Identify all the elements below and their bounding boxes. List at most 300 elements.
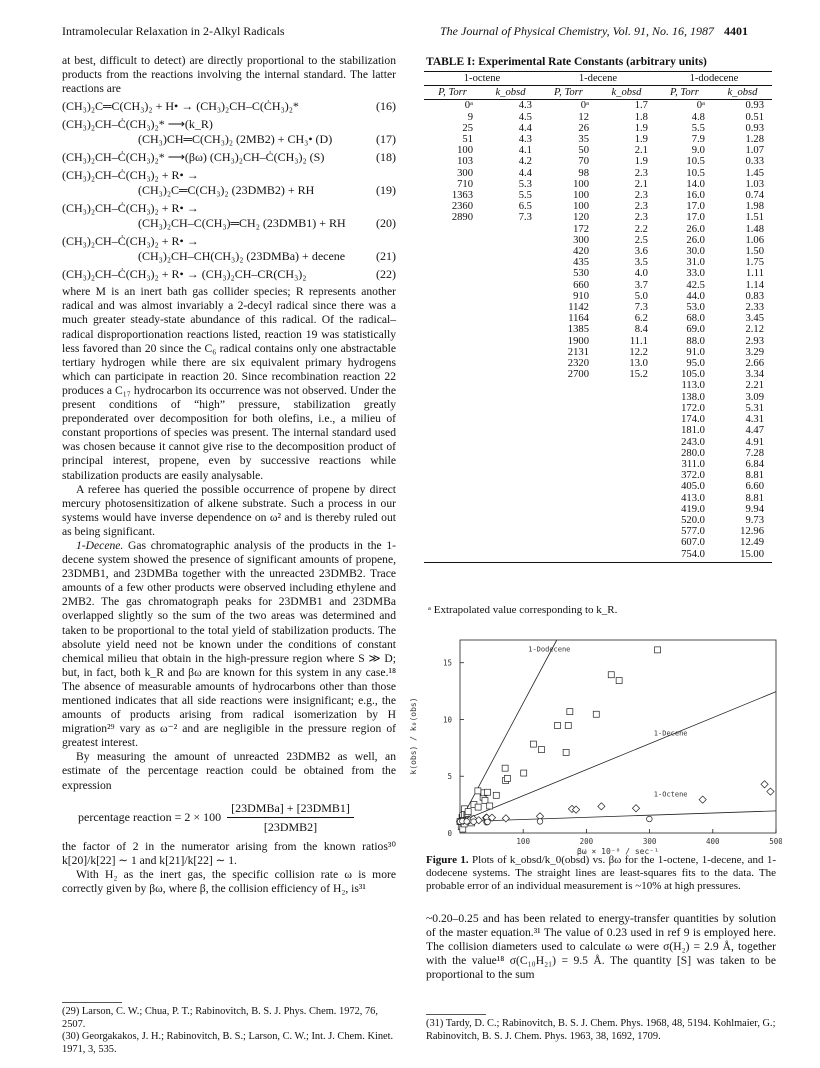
table-cell: 4.3 (518, 100, 532, 112)
equation-number: (18) (376, 150, 396, 165)
table-cell: 300 (457, 167, 473, 179)
table-cell: 1.75 (745, 257, 764, 269)
equation-line: (CH₃)₂CH–Ċ(CH₃)₂ + R• → (62, 234, 199, 249)
table-cell (481, 358, 540, 369)
left-column (62, 54, 396, 896)
table-cell: 5.0 (634, 290, 648, 302)
x-tick-label: 200 (579, 837, 594, 846)
percentage-reaction-equation (78, 801, 396, 834)
table-cell (481, 448, 540, 459)
table-row (424, 347, 772, 358)
equation-line: (CH₃)₂CH–Ċ(CH₃)₂ + R• → (62, 201, 199, 216)
equation-16 (62, 99, 396, 114)
table-cell: 26 (578, 122, 589, 134)
table-cell (481, 493, 540, 504)
table-row (424, 268, 772, 279)
table-cell: 12.96 (740, 526, 764, 538)
table-cell: 1.45 (745, 167, 764, 179)
table-row (424, 537, 772, 548)
table-row (424, 481, 772, 492)
data-point-circle (471, 819, 477, 825)
data-point-square (530, 741, 536, 747)
table-cell: 172 (573, 223, 589, 235)
table-row (424, 470, 772, 481)
paragraph-text: Gas chromatographic analysis of the products in the 1-decene system showed the presence of significant amounts of propene, 23DMB1, and 23DMBa together with the unreacted 23DMB2. Trace amounts of a few other products were observed including ethylene and 2MB2. The gas chromatograph peaks for 23DMB1 and 23DMBa overlapped slightly so the sum of the two areas was determined and taken to be proportional to the total yield of stabilization products. The absolute yield need not be known under the conditions of constant chemical milieu that obtain in the high-pressure region where S ≫ D; but, in fact, both k_R and βω are known for this system in any case.¹⁸ The absence of measurable amounts of hydrocarbons other than those mentioned indicates that all side reactions were insignificant; e.g., the amounts of products arising from radical isomerization by H migration²⁹ vary as ω⁻² and are negligible in the pressure region of greatest interest. (62, 538, 396, 750)
table-cell (481, 526, 540, 537)
table-cell: 9.94 (745, 503, 764, 515)
table-row (424, 336, 772, 347)
table-cell: 25 (462, 122, 473, 134)
table-row (424, 280, 772, 291)
data-point-square (487, 803, 493, 809)
table-cell (481, 369, 540, 380)
column-header: k_obsd (597, 86, 656, 100)
data-point-circle (647, 816, 653, 822)
table-cell: 53.0 (686, 302, 705, 314)
table-cell: 105.0 (681, 369, 705, 381)
data-point-square (567, 709, 573, 715)
table-row (424, 201, 772, 212)
table-cell (481, 380, 540, 391)
table-cell (424, 257, 481, 268)
table-row (424, 437, 772, 448)
equation-17 (62, 117, 396, 147)
footnote-rule (62, 1002, 122, 1003)
table-cell: 3.45 (745, 313, 764, 325)
table-cell: 1.03 (745, 178, 764, 190)
table-cell (540, 437, 597, 448)
table-row (424, 459, 772, 470)
table-cell: 2.12 (745, 324, 764, 336)
table-cell: 44.0 (686, 290, 705, 302)
table-cell: 2.3 (634, 167, 648, 179)
table-cell: 1.07 (745, 145, 764, 157)
table-cell: 3.09 (745, 391, 764, 403)
data-point-square (475, 804, 481, 810)
table-cell: 17.0 (686, 212, 705, 224)
table-cell: 100 (457, 145, 473, 157)
table-row (424, 515, 772, 526)
table-cell (481, 324, 540, 335)
decene-paragraph (62, 539, 396, 750)
table-cell: 0ᵃ (580, 100, 589, 112)
plot-frame (460, 640, 776, 833)
equation-21 (62, 234, 396, 264)
table-cell (424, 493, 481, 504)
footnote: (31) Tardy, D. C.; Rabinovitch, B. S. J. Chem. Phys. 1968, 48, 5194. Kohlmaier, G.; Rabinovitch, B. S. J. Chem. Phys. 1963, 38, 1692, 1709. (426, 1018, 776, 1042)
table-cell: 14.0 (686, 178, 705, 190)
body-paragraph: ~0.20–0.25 and has been related to energy-transfer quantities by solution of the master equation.³¹ The value of 0.23 used in ref 9 is employed here. The collision diameters used to calculate ω were σ(H₂) = 2.9 Å, together with the value¹⁸ σ(C₁₀H₂₁) = 9.5 Å. The quantity [S] was taken to be proportional to the sum (426, 912, 776, 982)
equation-line-2: (CH₃)₂CH–C(CH₃)═CH₂ (23DMB1) + RH (138, 216, 346, 231)
table-cell (540, 392, 597, 403)
table-cell: 70 (578, 156, 589, 168)
table-cell (597, 481, 656, 492)
table-cell (424, 403, 481, 414)
table-cell: 10.5 (686, 167, 705, 179)
table-cell: 0.93 (745, 100, 764, 112)
series-label: 1-Octene (653, 790, 688, 799)
y-tick-label: 15 (442, 658, 452, 668)
table-row (424, 448, 772, 459)
equation-number: (16) (376, 99, 396, 114)
table-cell: 910 (573, 290, 589, 302)
table-cell (424, 336, 481, 347)
body-paragraph: the factor of 2 in the numerator arising from the known ratios³⁰ k[20]/k[22] ∼ 1 and k[21]/k[22] ∼ 1. (62, 839, 396, 867)
table-cell: 1363 (451, 190, 473, 202)
equation-line: (CH₃)₂CH–Ċ(CH₃)₂ + R• → (CH₃)₂CH–CR(CH₃)₂ (62, 267, 307, 282)
table-cell: 2.21 (745, 380, 764, 392)
table-cell: 710 (457, 178, 473, 190)
table-cell: 4.0 (634, 268, 648, 280)
table-cell (481, 537, 540, 548)
table-cell: 15.2 (629, 369, 648, 381)
footnote: (29) Larson, C. W.; Chua, P. T.; Rabinovitch, B. S. J. Phys. Chem. 1972, 76, 2507. (62, 1006, 378, 1030)
table-footnote: ᵃ Extrapolated value corresponding to k_R. (428, 604, 618, 616)
table-cell: 88.0 (686, 335, 705, 347)
table-cell (481, 268, 540, 279)
table-cell: 1.11 (745, 268, 764, 280)
data-point-square (485, 789, 491, 795)
group-header: 1-octene (424, 72, 540, 86)
table-cell: 6.5 (518, 201, 532, 213)
table-cell: 4.3 (518, 134, 532, 146)
figure-plot (402, 630, 782, 856)
data-point-circle (537, 819, 543, 825)
left-footnotes (62, 1006, 396, 1056)
table-cell (424, 414, 481, 425)
table-cell: 419.0 (681, 503, 705, 515)
table-row (424, 504, 772, 515)
equation-number: (20) (376, 216, 396, 231)
table-cell (481, 549, 540, 563)
table-cell: 9.73 (745, 514, 764, 526)
equation-number: (21) (376, 249, 396, 264)
equation-number: (17) (376, 132, 396, 147)
table-cell: 2.1 (634, 145, 648, 157)
data-point-square (616, 678, 622, 684)
table-cell: 12.49 (740, 537, 764, 549)
table-cell: 9.0 (691, 145, 705, 157)
table-cell: 12.2 (629, 346, 648, 358)
table-cell: 4.91 (745, 436, 764, 448)
table-cell (424, 459, 481, 470)
y-tick-label: 5 (447, 772, 452, 782)
table-cell (481, 313, 540, 324)
table-cell (597, 470, 656, 481)
table-row (424, 179, 772, 190)
data-point-square (555, 722, 561, 728)
data-point-square (565, 722, 571, 728)
equation-20 (62, 201, 396, 231)
table-cell (481, 414, 540, 425)
table-cell: 7.9 (691, 134, 705, 146)
table-cell (540, 549, 597, 563)
data-point-square (504, 775, 510, 781)
table-cell: 7.28 (745, 447, 764, 459)
table-cell (424, 369, 481, 380)
table-row (424, 526, 772, 537)
intro-paragraph: at best, difficult to detect) are directly proportional to the stabilization products from the reactions involving the internal standard. The latter reactions are (62, 54, 396, 96)
data-point-square (475, 788, 481, 794)
running-header-journal (440, 24, 748, 39)
table-cell: 5.31 (745, 402, 764, 414)
table-cell: 1.98 (745, 201, 764, 213)
equation-18 (62, 150, 396, 165)
column-header: k_obsd (713, 86, 772, 100)
table-cell: 0.83 (745, 290, 764, 302)
table-row (424, 313, 772, 324)
table-cell: 4.4 (518, 167, 532, 179)
table-cell: 4.2 (518, 156, 532, 168)
table-cell: 1.06 (745, 234, 764, 246)
equation-label: percentage reaction = 2 × 100 (78, 810, 222, 825)
data-point-diamond (502, 815, 509, 822)
table-cell: 2.2 (634, 223, 648, 235)
table-cell: 0ᵃ (464, 100, 473, 112)
table-cell: 172.0 (681, 402, 705, 414)
column-header: P, Torr (656, 86, 713, 100)
table-cell (540, 459, 597, 470)
table-cell: 3.7 (634, 279, 648, 291)
table-cell: 2.66 (745, 358, 764, 370)
table-row (424, 302, 772, 313)
table-cell (424, 268, 481, 279)
table-cell: 103 (457, 156, 473, 168)
body-paragraph: where M is an inert bath gas collider species; R represents another radical and was almost invariably a 2-decyl radical since there was a much greater steady-state abundance of this radical. Of the radical–radical disproportionation reactions listed, reaction 19 was statistically less favored than 20 since the C₆ radical contains only one abstractable tertiary hydrogen while there are six equivalent primary hydrogens which can participate in reaction 20. Since recombination reaction 22 produces a C₁₇ hydrocarbon its occurrence was not observed. Under the present conditions of “high” pressure, stabilization greatly preponderated over decomposition for both olefins, i.e., a milieu of constant proportions of species was present. The internal standard used was chosen because it cannot give rise to the decomposition product of principal interest, propene, even by successive reactions while stabilization products are easily analysable. (62, 285, 396, 482)
table-cell: 754.0 (656, 549, 713, 563)
table-cell: 13.0 (629, 358, 648, 370)
table-row (424, 257, 772, 268)
data-point-square (465, 809, 471, 815)
table-cell: 405.0 (681, 481, 705, 493)
table-cell: 3.34 (745, 369, 764, 381)
table-cell: 12 (578, 111, 589, 123)
table-cell (540, 470, 597, 481)
y-axis-label: k(obs) / k₀(obs) (409, 697, 418, 775)
table-cell (481, 392, 540, 403)
table-cell: 413.0 (681, 492, 705, 504)
table-row (424, 493, 772, 504)
table-cell (540, 481, 597, 492)
table-cell: 3.5 (634, 257, 648, 269)
table-cell (424, 358, 481, 369)
table-row (424, 291, 772, 302)
table-cell (540, 515, 597, 526)
data-point-diamond (767, 788, 774, 795)
table-cell (481, 246, 540, 257)
table-cell: 2320 (567, 358, 589, 370)
table-cell: 26.0 (686, 223, 705, 235)
table-cell: 1.28 (745, 134, 764, 146)
data-point-square (563, 749, 569, 755)
table-cell: 2.33 (745, 302, 764, 314)
table-cell: 6.84 (745, 458, 764, 470)
table-cell: 31.0 (686, 257, 705, 269)
equation-22 (62, 267, 396, 282)
table-cell: 100 (573, 178, 589, 190)
running-header-title: Intramolecular Relaxation in 2-Alkyl Radicals (62, 24, 285, 38)
table-cell (481, 235, 540, 246)
table-cell: 50 (578, 145, 589, 157)
section-run-in-head: 1-Decene. (76, 538, 124, 552)
table-row (424, 190, 772, 201)
page-number: 4401 (724, 24, 748, 38)
data-point-square (538, 747, 544, 753)
table-cell: 520.0 (681, 514, 705, 526)
x-tick-label: 300 (642, 837, 657, 846)
data-point-circle (485, 819, 491, 825)
table-column-header (424, 86, 772, 100)
table-cell: 3.29 (745, 346, 764, 358)
table-cell: 1.7 (634, 100, 648, 112)
table-cell (540, 526, 597, 537)
data-point-diamond (699, 796, 706, 803)
table-row (424, 123, 772, 134)
fraction (227, 801, 354, 834)
numerator: [23DMBa] + [23DMB1] (227, 801, 354, 818)
denominator: [23DMB2] (263, 819, 318, 834)
table-cell (424, 235, 481, 246)
table-cell (597, 504, 656, 515)
table-cell (481, 302, 540, 313)
journal-citation: The Journal of Physical Chemistry, Vol. 91, No. 16, 1987 (440, 24, 714, 38)
table-cell: 2131 (567, 346, 589, 358)
equation-line: (CH₃)₂C═C(CH₃)₂ + H• → (CH₃)₂CH–C(ĊH₃)₂* (62, 99, 299, 114)
table-cell: 3.6 (634, 246, 648, 258)
data-point-square (608, 672, 614, 678)
table-cell (424, 504, 481, 515)
table-cell: 420 (573, 246, 589, 258)
table-cell: 1900 (567, 335, 589, 347)
equation-line-2: (CH₃)₂CH–CH(CH₃)₂ (23DMBa) + decene (138, 249, 346, 264)
body-paragraph: With H₂ as the inert gas, the specific collision rate ω is more correctly given by βω, where β, the collision efficiency of H₂, is³¹ (62, 868, 396, 896)
table-cell (481, 280, 540, 291)
table-cell: 1.9 (634, 134, 648, 146)
table-cell: 5.3 (518, 178, 532, 190)
data-point-square (521, 770, 527, 776)
table-cell: 0.93 (745, 122, 764, 134)
table-cell (481, 470, 540, 481)
table-cell: 17.0 (686, 201, 705, 213)
data-point-square (493, 792, 499, 798)
table-row (424, 324, 772, 335)
table-cell: 1142 (568, 302, 589, 314)
column-header: P, Torr (424, 86, 481, 100)
figure-label: Figure 1. (426, 854, 469, 866)
table-cell (597, 515, 656, 526)
table-cell (481, 336, 540, 347)
table-cell (424, 448, 481, 459)
table-cell: 95.0 (686, 358, 705, 370)
table-cell (481, 481, 540, 492)
table-cell (540, 493, 597, 504)
table-cell (424, 380, 481, 391)
table-cell: 2.5 (634, 234, 648, 246)
equation-number: (19) (376, 183, 396, 198)
table-cell: 16.0 (686, 190, 705, 202)
table-cell: 6.2 (634, 313, 648, 325)
table-cell: 11.1 (629, 335, 648, 347)
table-cell: 69.0 (686, 324, 705, 336)
table-cell: 1.50 (745, 246, 764, 258)
table-cell: 2360 (451, 201, 473, 213)
table-cell: 2.93 (745, 335, 764, 347)
table-cell (424, 526, 481, 537)
table-cell (424, 302, 481, 313)
table-cell: 35 (578, 134, 589, 146)
table-cell: 4.47 (745, 425, 764, 437)
table-row (424, 358, 772, 369)
table-cell (481, 459, 540, 470)
table-cell (481, 257, 540, 268)
table-row (424, 145, 772, 156)
figure-1 (402, 630, 782, 856)
table-cell (424, 347, 481, 358)
table-cell: 660 (573, 279, 589, 291)
table-cell: 1.9 (634, 156, 648, 168)
body-paragraph: By measuring the amount of unreacted 23DMB2 as well, an estimate of the percentage reaction could be obtained from the expression (62, 750, 396, 792)
table-cell: 42.5 (686, 279, 705, 291)
table-cell (481, 347, 540, 358)
right-footnotes (426, 1018, 776, 1043)
table-cell: 138.0 (681, 391, 705, 403)
table-cell: 372.0 (681, 470, 705, 482)
table-cell: 91.0 (686, 346, 705, 358)
table-cell (481, 403, 540, 414)
table-cell: 7.3 (518, 212, 532, 224)
table-cell: 4.8 (691, 111, 705, 123)
table-cell: 311.0 (681, 458, 705, 470)
footnote-rule (426, 1014, 486, 1015)
table-cell: 51 (462, 134, 473, 146)
data-point-square (502, 765, 508, 771)
rate-constants-table (424, 71, 772, 563)
table-cell: 0ᵃ (696, 100, 705, 112)
table-row (424, 392, 772, 403)
table-cell: 2.3 (634, 190, 648, 202)
table-cell: 5.5 (518, 190, 532, 202)
y-tick-label: 10 (442, 715, 452, 725)
table-cell: 33.0 (686, 268, 705, 280)
table-cell (540, 380, 597, 391)
table-cell (424, 515, 481, 526)
equation-number: (22) (376, 267, 396, 282)
table-cell (481, 515, 540, 526)
table-cell: 1.8 (634, 111, 648, 123)
table-cell (481, 224, 540, 235)
data-point-diamond (598, 803, 605, 810)
table-cell: 1385 (567, 324, 589, 336)
table-row (424, 212, 772, 223)
table-cell (597, 392, 656, 403)
table-cell (424, 324, 481, 335)
table-cell: 1.14 (745, 279, 764, 291)
column-header: k_obsd (481, 86, 540, 100)
table-cell: 8.81 (745, 470, 764, 482)
table-cell (597, 425, 656, 436)
table-cell: 607.0 (681, 537, 705, 549)
table-row (424, 168, 772, 179)
table-row (424, 224, 772, 235)
table-cell: 577.0 (681, 526, 705, 538)
table-cell: 100 (573, 190, 589, 202)
table-cell: 4.31 (745, 414, 764, 426)
table-cell (424, 537, 481, 548)
table-cell (597, 526, 656, 537)
equation-line: (CH₃)₂CH–Ċ(CH₃)₂* ⟶(k_R) (62, 117, 213, 132)
right-column-text (426, 912, 776, 982)
y-origin-label: 0 (447, 829, 452, 838)
